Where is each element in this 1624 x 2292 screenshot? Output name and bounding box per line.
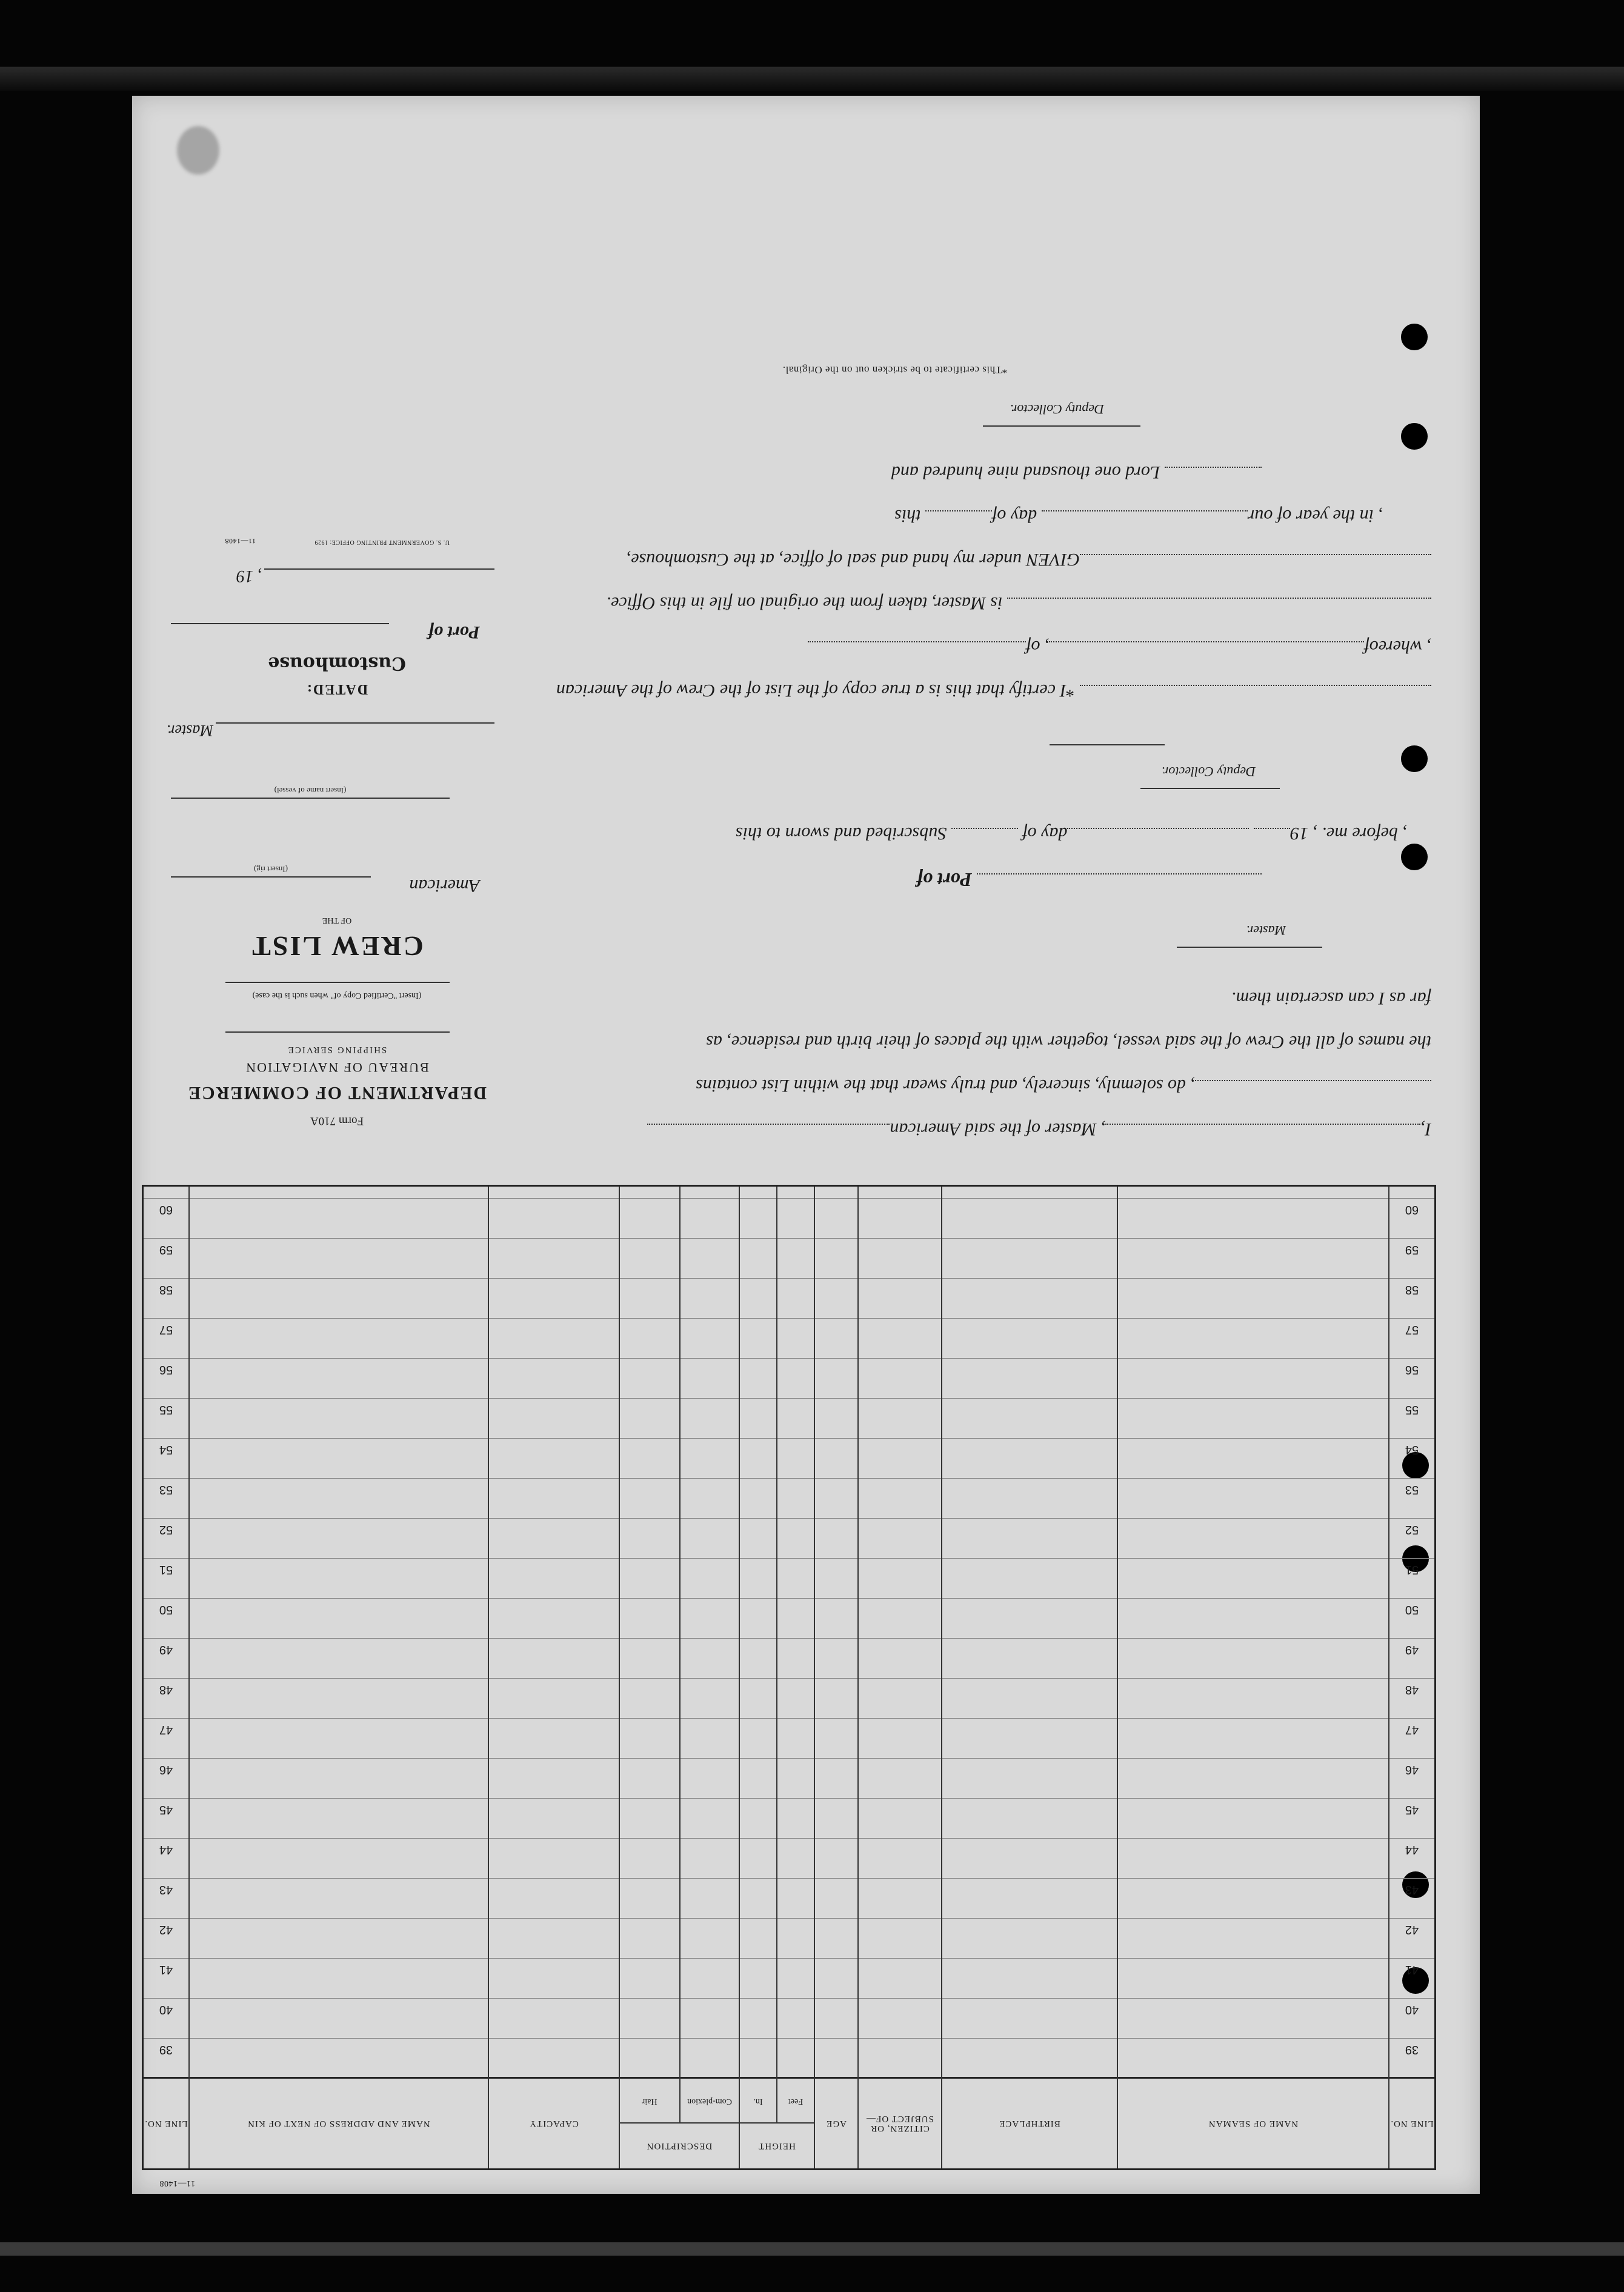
header-birthplace: BIRTHPLACE [999, 2119, 1060, 2129]
header-description: DESCRIPTION [646, 2141, 713, 2151]
separator-rule [1050, 744, 1165, 745]
dated-label: DATED: [305, 681, 368, 697]
line-number-left: 53 [1405, 1483, 1419, 1496]
line-number-left: 59 [1405, 1243, 1419, 1256]
customhouse-label: Customhouse [268, 653, 406, 674]
column-rule [814, 1187, 815, 2168]
line-number-left: 42 [1405, 1923, 1419, 1936]
cover-form-code: 11—1408 [224, 537, 256, 545]
line-number-left: 49 [1405, 1643, 1419, 1656]
line-number-right: 49 [159, 1643, 173, 1656]
cover-port-label: Port of [428, 622, 480, 642]
line-number-right: 45 [159, 1803, 173, 1816]
column-rule [857, 1187, 859, 2168]
line-number-left: 40 [1405, 2003, 1419, 2016]
oath-line-1 [647, 1119, 1431, 1139]
crew-list-page [132, 96, 1480, 2194]
table-row [144, 1918, 1434, 1959]
header-height-feet: Feet [788, 2096, 804, 2106]
line-number-right: 44 [159, 1843, 173, 1856]
table-row [144, 1558, 1434, 1599]
line-number-left: 47 [1405, 1723, 1419, 1736]
table-row [144, 1238, 1434, 1279]
crew-table [142, 1185, 1436, 2170]
oath-master-of: , Master of the said American [890, 1119, 1106, 1139]
header-line-no-right: LINE NO. [144, 2119, 188, 2129]
lord-line: Lord one thousand nine hundred and [891, 462, 1262, 482]
line-number-left: 41 [1405, 1963, 1419, 1976]
insert-certified-note: (Insert "Certified Copy of" when such is the case) [252, 991, 422, 1000]
line-number-left: 57 [1405, 1323, 1419, 1336]
subscribed-line: , before me. , 19 day of Subscribed and sworn to this [735, 824, 1407, 844]
table-row [144, 1598, 1434, 1639]
sworn-month-field[interactable] [1067, 828, 1249, 829]
table-row [144, 1958, 1434, 1999]
oath-line-4: far as I can ascertain them. [1231, 988, 1431, 1008]
table-row [144, 1678, 1434, 1719]
table-row [144, 1638, 1434, 1679]
port-of-label: Port of [916, 868, 1262, 891]
given-month-field[interactable] [1042, 510, 1248, 511]
table-row [144, 1318, 1434, 1359]
form-code-top: 11—1408 [159, 2179, 195, 2188]
column-rule [776, 1187, 777, 2124]
column-rule [679, 1187, 681, 2124]
table-row [144, 1438, 1434, 1479]
line-number-left: 45 [1405, 1803, 1419, 1816]
line-number-left: 58 [1405, 1283, 1419, 1296]
cover-rule-1 [225, 1031, 450, 1033]
line-number-left: 56 [1405, 1363, 1419, 1376]
column-rule [488, 1187, 489, 2168]
printer-line: U. S. GOVERNMENT PRINTING OFFICE: 1929 [314, 539, 450, 545]
line-number-left: 43 [1405, 1883, 1419, 1896]
line-number-left: 39 [1405, 2043, 1419, 2056]
deputy-collector-2: Deputy Collector. [1010, 402, 1104, 417]
table-row [144, 2038, 1434, 2079]
line-number-right: 43 [159, 1883, 173, 1896]
cover-master-label: Master. [166, 722, 213, 739]
line-number-left: 54 [1405, 1443, 1419, 1456]
table-row [144, 1998, 1434, 2039]
given-line: GIVEN under my hand and seal of office, at the Customhouse, [627, 549, 1431, 570]
insert-name-note: (Insert name of vessel) [274, 786, 347, 795]
certify-line-3: is Master, taken from the original on file in this Office. [607, 593, 1431, 613]
certify-vessel-field[interactable] [1080, 685, 1431, 686]
line-number-left: 51 [1405, 1563, 1419, 1576]
column-rule [1117, 1187, 1118, 2168]
scan-border-top [0, 67, 1624, 91]
column-rule [941, 1187, 942, 2168]
crew-table-header [144, 2077, 1434, 2168]
cover-date-line[interactable] [264, 568, 494, 570]
rotated-document [132, 96, 1480, 2194]
column-rule [619, 1187, 620, 2168]
customhouse-field[interactable] [1080, 554, 1431, 555]
header-line-no: LINE NO. [1390, 2119, 1434, 2129]
line-number-right: 51 [159, 1563, 173, 1576]
certificate-section [132, 96, 1480, 1164]
header-complexion: Com-plexion [687, 2096, 732, 2106]
table-row [144, 1718, 1434, 1759]
rig-line[interactable] [171, 876, 371, 878]
line-number-right: 39 [159, 2043, 173, 2056]
header-citizen: CITIZEN, OR SUBJECT OF— [866, 2114, 934, 2134]
line-number-left: 50 [1405, 1603, 1419, 1616]
line-number-right: 60 [159, 1203, 173, 1216]
table-row [144, 1878, 1434, 1919]
line-number-right: 57 [159, 1323, 173, 1336]
sworn-day-field[interactable] [951, 828, 1018, 829]
master-signature-line[interactable] [1177, 947, 1322, 948]
column-rule [188, 1187, 190, 2168]
this-day-line: , in the year of our day of this [894, 506, 1383, 526]
header-height-in: In. [753, 2096, 763, 2106]
deputy-signature-line-2[interactable] [983, 425, 1140, 427]
header-subdivider [620, 2122, 814, 2124]
given-day-field[interactable] [925, 510, 992, 511]
cover-year-label: , 19 [236, 567, 262, 585]
line-number-left: 48 [1405, 1683, 1419, 1696]
line-number-right: 58 [159, 1283, 173, 1296]
line-number-left: 55 [1405, 1403, 1419, 1416]
footnote: *This certificate to be stricken out on the Original. [782, 364, 1007, 376]
vessel-name-field[interactable] [1195, 1080, 1431, 1081]
table-row [144, 1838, 1434, 1879]
vessel-name-line[interactable] [171, 798, 450, 799]
cover-master-line[interactable] [216, 722, 494, 724]
line-number-right: 53 [159, 1483, 173, 1496]
certify-name-field[interactable] [808, 641, 1026, 642]
certify-line-2: , whereof, of [808, 636, 1431, 657]
line-number-right: 48 [159, 1683, 173, 1696]
crew-table-rows [144, 1187, 1434, 2079]
table-row [144, 1358, 1434, 1399]
deputy-signature-line-1[interactable] [1140, 788, 1280, 789]
crew-list-title: CREW LIST [250, 931, 424, 962]
header-capacity: CAPACITY [529, 2119, 579, 2129]
line-number-right: 52 [159, 1523, 173, 1536]
header-name-of-seaman: NAME OF SEAMAN [1208, 2119, 1299, 2129]
bureau-title: BUREAU OF NAVIGATION [245, 1060, 429, 1075]
certify-line: *I certify that this is a true copy of the List of the Crew of the American [556, 680, 1431, 701]
line-number-right: 40 [159, 2003, 173, 2016]
oath-line-2 [696, 1075, 1431, 1096]
line-number-right: 41 [159, 1963, 173, 1976]
line-number-right: 54 [159, 1443, 173, 1456]
table-row [144, 1518, 1434, 1559]
table-row [144, 1198, 1434, 1239]
table-row [144, 1398, 1434, 1439]
port-field[interactable] [977, 873, 1262, 874]
line-number-right: 42 [159, 1923, 173, 1936]
oath-swear: , do solemnly, sincerely, and truly swear that the within List contains [696, 1076, 1195, 1096]
line-number-left: 44 [1405, 1843, 1419, 1856]
line-number-right: 50 [159, 1603, 173, 1616]
cover-rule-2 [225, 982, 450, 983]
table-row [144, 1278, 1434, 1319]
vessel-field[interactable] [647, 1124, 890, 1125]
column-rule [739, 1187, 740, 2168]
header-hair: Hair [642, 2096, 657, 2106]
line-number-right: 47 [159, 1723, 173, 1736]
insert-rig-note: (Insert rig) [254, 865, 288, 874]
department-title: DEPARTMENT OF COMMERCE [187, 1083, 487, 1103]
line-number-right: 46 [159, 1763, 173, 1776]
line-number-left: 46 [1405, 1763, 1419, 1776]
table-row [144, 1798, 1434, 1839]
header-age: AGE [826, 2119, 847, 2129]
sworn-year-field[interactable] [1254, 828, 1290, 829]
given-year-field[interactable] [1165, 467, 1262, 468]
of-the: OF THE [322, 916, 352, 925]
master-label: Master. [1246, 923, 1286, 938]
column-rule [1388, 1187, 1389, 2168]
master-name-field[interactable] [1106, 1124, 1421, 1125]
line-number-right: 55 [159, 1403, 173, 1416]
header-height: HEIGHT [758, 2141, 796, 2151]
cover-port-line[interactable] [171, 623, 389, 624]
oath-i: I, [1420, 1119, 1431, 1139]
shipping-service: SHIPPING SERVICE [287, 1045, 387, 1054]
line-number-left: 52 [1405, 1523, 1419, 1536]
oath-line-3: the names of all the Crew of the said vessel, together with the places of their birth and residence, as [706, 1032, 1431, 1052]
line-number-right: 59 [159, 1243, 173, 1256]
line-number-left: 60 [1405, 1203, 1419, 1216]
form-number: Form 710A [310, 1114, 364, 1127]
table-row [144, 1478, 1434, 1519]
table-row [144, 1758, 1434, 1799]
american-label: American [409, 876, 480, 896]
deputy-collector-1: Deputy Collector. [1161, 764, 1256, 779]
line-number-right: 56 [159, 1363, 173, 1376]
certify-master-field[interactable] [1007, 598, 1431, 599]
scan-border-bottom [0, 2242, 1624, 2256]
header-next-of-kin: NAME AND ADDRESS OF NEXT OF KIN [247, 2119, 430, 2129]
certify-port-field[interactable] [1049, 641, 1364, 642]
